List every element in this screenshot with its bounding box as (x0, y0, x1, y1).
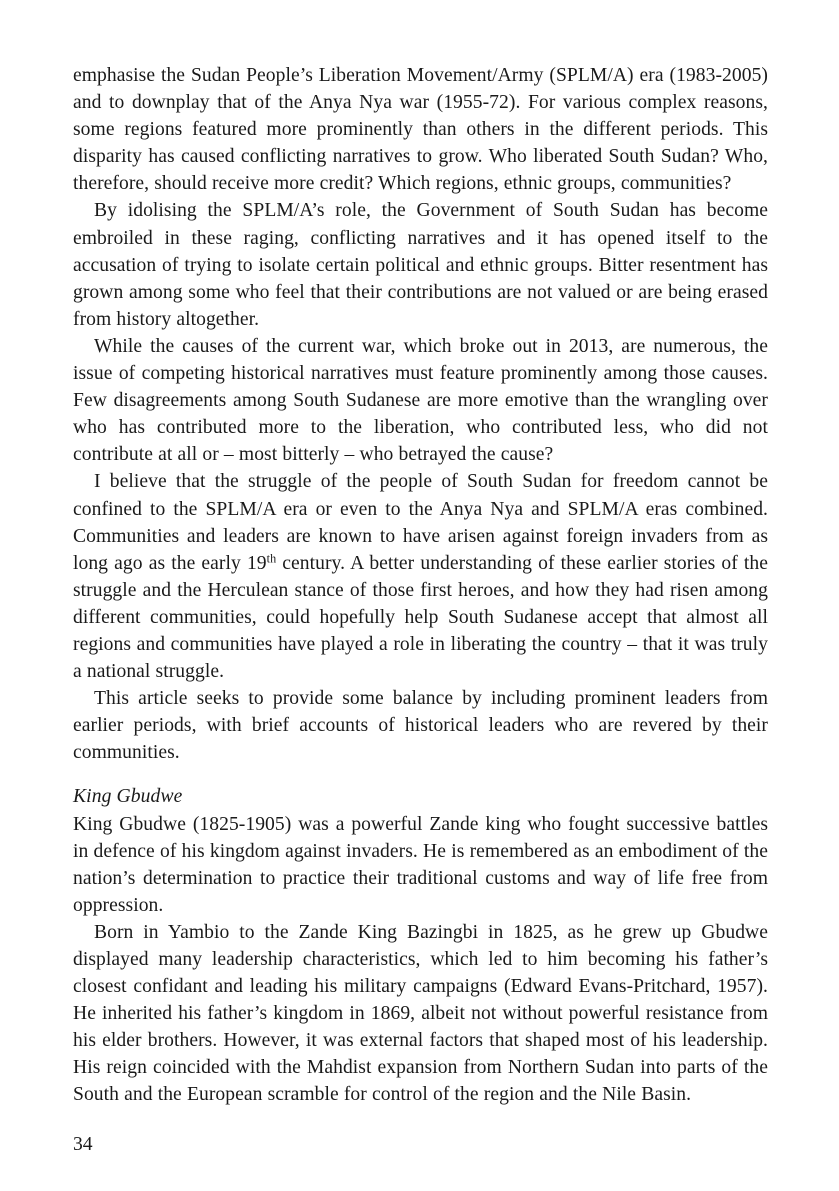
section-heading-king-gbudwe: King Gbudwe (73, 786, 183, 808)
heading-spacer (73, 766, 768, 783)
page-number: 34 (73, 1134, 93, 1155)
paragraph-text-before-superscript: I believe that the struggle of the people of South Sudan for freedom cannot be confined to the SPLM/A era or even to the Anya Nya and SPLM/A eras combined. Communities and leaders are known to have arisen against foreign invaders from as long ago as the early 19 (73, 471, 768, 574)
paragraph-king-gbudwe-biography: Born in Yambio to the Zande King Bazingbi in 1825, as he grew up Gbudwe displayed many leadership characteristics, which led to him becoming his father’s closest confidant and leading his military campaigns (Edward Evans-Pritchard, 1957). He inherited his father’s kingdom in 1869, albeit not without powerful resistance from his elder brothers. However, it was external factors that shaped most of his leadership. His reign coincided with the Mahdist expansion from Northern Sudan into parts of the South and the European scramble for control of the region and the Nile Basin. (73, 921, 768, 1106)
paragraph-causes-of-current-war: While the causes of the current war, which broke out in 2013, are numerous, the issue of competing historical narratives must feature prominently among those causes. Few disagreements among South Sudanese are more emotive than the wrangling over who has contributed more to the liberation, who contributed less, who did not contribute at all or – most bitterly – who betrayed the cause? (73, 335, 768, 466)
paragraph-king-gbudwe-intro: King Gbudwe (1825-1905) was a powerful Zande king who fought successive battles in defence of his kingdom against invaders. He is remembered as an embodiment of the nation’s determination to practice their traditional customs and way of life free from oppression. (73, 813, 768, 916)
paragraph-continued-from-previous-page: emphasise the Sudan People’s Liberation Movement/Army (SPLM/A) era (1983-2005) and to downplay that of the Anya Nya war (1955-72). For various complex reasons, some regions featured more prominently than others in the different periods. This disparity has caused conflicting narratives to grow. Who liberated South Sudan? Who, therefore, should receive more credit? Which regions, ethnic groups, communities? (73, 65, 768, 195)
paragraph-idolising-splma: By idolising the SPLM/A’s role, the Government of South Sudan has become embroiled in these raging, conflicting narratives and it has opened itself to the accusation of trying to isolate certain political and ethnic groups. Bitter resentment has grown among some who feel that their contributions are not valued or are being erased from history altogether. (73, 200, 768, 330)
ordinal-superscript-th: th (266, 551, 277, 566)
paragraph-article-seeks-balance: This article seeks to provide some balance by including prominent leaders from earlier periods, with brief accounts of historical leaders who are revered by their communities. (73, 688, 768, 764)
paragraph-struggle-of-the-people (73, 468, 768, 685)
page-text-block (73, 62, 768, 1109)
paragraph-text-after-superscript: century. A better understanding of these earlier stories of the struggle and the Herculean stance of those first heroes, and how they had risen among different communities, could hopefully help South Sudanese accept that almost all regions and communities have played a role in liberating the country – that it was truly a national struggle. (73, 552, 768, 683)
